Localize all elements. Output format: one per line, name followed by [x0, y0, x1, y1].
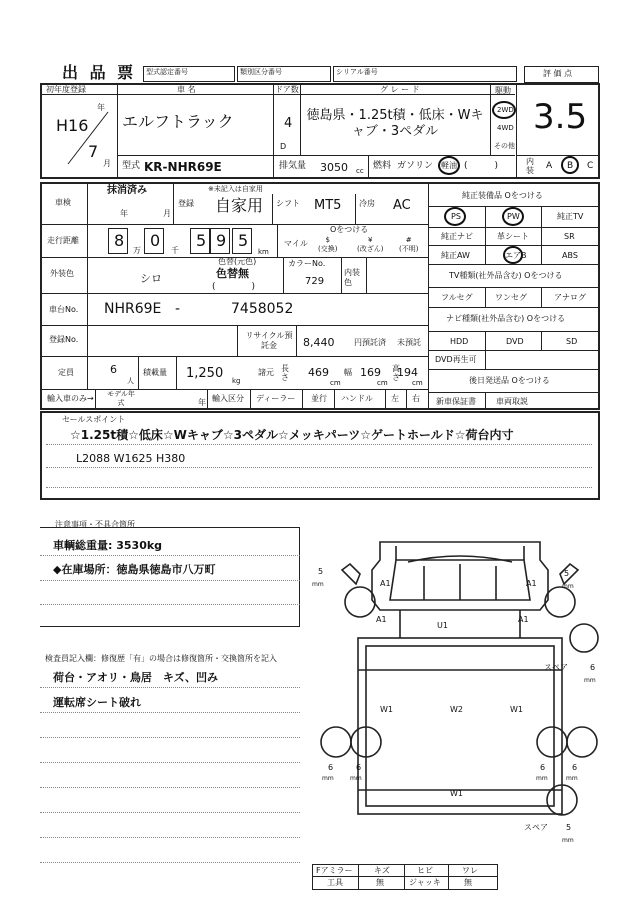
page-title: 出 品 票: [62, 63, 137, 82]
model-year-label: モデル年式: [107, 390, 135, 407]
score-value: 3.5: [533, 97, 588, 137]
mileage-label: 走行距離: [47, 236, 79, 245]
mileage-digit: 8: [108, 228, 128, 254]
len-cm: cm: [330, 379, 341, 387]
recycle-label: リサイクル預託金: [245, 331, 293, 350]
oem-label: 純正装備品 Oをつける: [462, 191, 543, 200]
use-value: 自家用: [215, 196, 264, 215]
interior-b: B: [567, 161, 574, 171]
mile-label: マイル: [284, 239, 308, 248]
notes-line1: 車輌総重量: 3530kg: [53, 539, 163, 552]
interior-b-circle: [561, 156, 579, 174]
diag-w1-bottom: W1: [450, 789, 463, 798]
legend-h1: Fアミラー: [316, 866, 353, 875]
legend-h3: ヒビ: [417, 866, 433, 875]
equip-aw: 純正AW: [441, 251, 470, 260]
car-name-label: 車 名: [177, 85, 196, 94]
use-label: 登録: [178, 199, 194, 208]
dims-label: 諸元: [258, 368, 274, 377]
equip-airbag: エアB: [505, 251, 527, 260]
color-no-value: 729: [305, 276, 325, 287]
model-label: 型式: [122, 161, 141, 171]
inspection-value: 抹消済み: [107, 185, 147, 196]
diag-mm-spare1: mm: [584, 677, 596, 684]
diag-spare-label1: スペア: [544, 663, 568, 672]
sales-line1: ☆1.25t積☆低床☆Wキャブ☆3ペダル☆メッキパーツ☆ゲートホールド☆荷台内寸: [70, 428, 514, 442]
diag-tread-fr: 5: [564, 569, 570, 578]
diag-u1: U1: [437, 621, 448, 630]
diag-a1-left: A1: [380, 579, 391, 588]
mileage-digit: 0: [144, 228, 164, 254]
len-label: 長さ: [281, 364, 289, 382]
diag-tread-rr2: 6: [572, 763, 578, 772]
diag-mm-rr1: mm: [536, 775, 548, 782]
handle-right: 右: [412, 394, 420, 403]
diag-tread-fl: 5: [318, 567, 324, 576]
recycle-value: 8,440: [303, 336, 335, 349]
first-reg-year: H16: [56, 116, 89, 135]
unreg-note: ※未記入は自家用: [208, 185, 263, 193]
diag-mm-rl1: mm: [322, 775, 334, 782]
category-box: [237, 66, 331, 82]
navi-sd: SD: [566, 337, 578, 346]
tv-fullseg: フルセグ: [441, 293, 473, 302]
grade-label: グ レ ー ド: [380, 85, 420, 94]
width-value: 169: [360, 366, 381, 379]
inspection-month-unit: 月: [163, 209, 171, 218]
fuel-paren: ( ): [464, 161, 499, 171]
sales-line2: L2088 W1625 H380: [76, 452, 186, 465]
tv-oneseg: ワンセグ: [495, 293, 527, 302]
mileage-o-label: Oをつける: [330, 225, 369, 234]
interior-c: C: [587, 161, 594, 171]
inspector-line1: 荷台・アオリ・鳥居 キズ、凹み: [53, 671, 218, 684]
year-unit: 年: [97, 103, 105, 112]
legend-r2: 無: [376, 878, 384, 887]
shift-value: MT5: [314, 198, 342, 213]
legend-r1: 工具: [327, 878, 343, 887]
handle-label: ハンドル: [341, 394, 373, 403]
height-cm: cm: [412, 379, 423, 387]
parallel-option: 並行: [311, 394, 327, 403]
equip-ps: PS: [451, 212, 461, 221]
equip-ps-circle: [444, 207, 466, 226]
registration-no-label: 登録No.: [49, 335, 79, 344]
diag-mm-fr: mm: [562, 583, 574, 590]
first-reg-label: 初年度登録: [46, 85, 86, 94]
seats-unit: 人: [127, 377, 134, 385]
equip-sr: SR: [564, 232, 575, 241]
diag-spare-label2: スペア: [524, 823, 548, 832]
mileage-digit: 5: [232, 228, 252, 254]
drive-other: その他: [494, 142, 515, 150]
interior-a: A: [546, 161, 553, 171]
notes-line2: ◆在庫場所：徳島県徳島市八万町: [53, 563, 216, 576]
shift-label: シフト: [276, 199, 300, 208]
legend-h2: キズ: [374, 866, 390, 875]
inspector-label: 検査員記入欄：修復歴「有」の場合は修復箇所・交換箇所を記入: [45, 654, 277, 663]
drive-label: 駆動: [495, 86, 511, 95]
model-cert-label: 型式認定番号: [146, 68, 188, 76]
load-label: 積載量: [143, 368, 167, 377]
diag-mm-rl2: mm: [350, 775, 362, 782]
displacement-value: 3050: [320, 161, 348, 174]
model-value: KR-NHR69E: [144, 160, 222, 174]
navi-hdd: HDD: [450, 337, 469, 346]
later-manual: 車両取説: [496, 397, 528, 406]
interior-color-label: 内装色: [344, 268, 360, 287]
height-label: 高さ: [392, 364, 400, 382]
color-label: 外装色: [50, 269, 74, 278]
dealer-option: ディーラー: [256, 394, 296, 403]
doors-label: ドア数: [275, 85, 299, 94]
diag-a1-left2: A1: [376, 615, 387, 624]
model-year-unit: 年: [198, 398, 206, 407]
first-reg-month: 7: [88, 142, 99, 161]
inspection-year-unit: 年: [120, 209, 128, 218]
drive-4wd: 4WD: [497, 124, 514, 132]
fuel-circle: [438, 156, 460, 175]
mileage-unit-man: 万: [133, 246, 141, 255]
inspection-label: 車検: [55, 198, 71, 207]
tv-type-label: TV種類(社外品含む) Oをつける: [449, 271, 563, 280]
navi-dvd: DVD: [506, 337, 524, 346]
inspector-line2: 運転席シート破れ: [53, 696, 141, 709]
legend-r4: 無: [464, 878, 472, 887]
diag-w2: W2: [450, 705, 463, 714]
equip-airbag-circle: [503, 246, 523, 264]
diag-w1-right: W1: [510, 705, 523, 714]
mileage-digit: 9: [210, 228, 230, 254]
seats-label: 定員: [58, 368, 74, 377]
drive-2wd: 2WD: [497, 106, 514, 114]
chassis-prefix: NHR69E: [104, 301, 162, 317]
serial-label: シリアル番号: [336, 68, 378, 76]
legend-h4: ワレ: [462, 866, 478, 875]
category-label: 類別区分番号: [240, 68, 282, 76]
mileage-digit: 5: [190, 228, 210, 254]
later-label: 後日発送品 Oをつける: [469, 376, 550, 385]
diag-spare-val2: 5: [566, 823, 572, 832]
navi-dvd-play: DVD再生可: [435, 355, 477, 364]
score-label: 評 価 点: [543, 69, 573, 78]
equip-tv: 純正TV: [557, 212, 584, 221]
diag-tread-rr1: 6: [540, 763, 546, 772]
handle-left: 左: [391, 394, 399, 403]
repaint-paren: ( ): [212, 282, 256, 292]
seats-value: 6: [110, 363, 117, 376]
width-cm: cm: [377, 379, 388, 387]
equip-leather: 革シート: [497, 232, 529, 241]
drive-2wd-circle: [492, 101, 516, 119]
diag-tread-rl2: 6: [356, 763, 362, 772]
unknown-label: # (不明): [399, 236, 419, 253]
diag-mm-rr2: mm: [566, 775, 578, 782]
interior-label: 内装: [526, 157, 534, 175]
score-header: [524, 66, 599, 83]
car-name: エルフトラック: [122, 112, 234, 131]
equip-abs: ABS: [562, 251, 578, 260]
ac-value: AC: [393, 198, 411, 213]
legend-r3: ジャッキ: [409, 878, 441, 887]
color-value: シロ: [140, 272, 162, 285]
width-label: 幅: [344, 368, 352, 377]
serial-box: [333, 66, 517, 82]
grade-text: 徳島県・1.25t積・低床・Wキャブ・3ペダル: [306, 108, 484, 139]
fuel-diesel: 軽油: [441, 161, 457, 170]
model-cert-box: [143, 66, 235, 82]
ac-label: 冷房: [359, 199, 375, 208]
month-unit: 月: [103, 159, 111, 168]
later-warranty: 新車保証書: [436, 397, 476, 406]
import-only-label: 輸入車のみ→: [47, 394, 94, 403]
color-no-label: カラーNo.: [288, 259, 326, 268]
fuel-value: ガソリン: [397, 161, 434, 171]
truck-diagram: [300, 530, 620, 860]
chassis-number: 7458052: [231, 301, 294, 317]
mileage-unit-km: km: [258, 248, 269, 256]
not-deposit-label: 未預託: [397, 338, 421, 347]
door-d: D: [280, 142, 287, 151]
sales-label: セールスポイント: [62, 415, 126, 424]
diag-mm-spare2: mm: [562, 837, 574, 844]
repaint-value: 色替無: [216, 267, 249, 280]
mileage-unit-sen: 千: [171, 246, 179, 255]
chassis-dash: -: [175, 301, 181, 317]
doors-value: 4: [284, 116, 293, 131]
import-type-label: 輸入区分: [212, 394, 244, 403]
load-unit: kg: [232, 377, 241, 385]
diag-spare-val1: 6: [590, 663, 596, 672]
diag-a1-right: A1: [526, 579, 537, 588]
notes-label: 注意事項・不具合箇所: [55, 520, 135, 529]
chassis-label: 車台No.: [49, 305, 79, 314]
diag-mm-fl: mm: [312, 581, 324, 588]
repaint-label: 色替(元色): [218, 257, 257, 266]
equip-pw: PW: [507, 212, 520, 221]
equip-navi: 純正ナビ: [441, 232, 473, 241]
tv-analog: アナログ: [554, 293, 586, 302]
equip-pw-circle: [502, 207, 524, 226]
length-value: 469: [308, 366, 329, 379]
fuel-label: 燃料: [373, 161, 392, 171]
diag-tread-rl1: 6: [328, 763, 334, 772]
diag-a1-right2: A1: [518, 615, 529, 624]
diag-w1-left: W1: [380, 705, 393, 714]
navi-type-label: ナビ種類(社外品含む) Oをつける: [446, 314, 566, 323]
modified-label: ¥ (改ざん): [357, 236, 384, 253]
cc-unit: cc: [356, 167, 364, 175]
recycle-yen-label: 円預託済: [354, 338, 386, 347]
height-value: 194: [397, 366, 418, 379]
load-value: 1,250: [186, 366, 224, 381]
displacement-label: 排気量: [279, 161, 307, 171]
exchange-label: $ (交換): [318, 236, 338, 253]
